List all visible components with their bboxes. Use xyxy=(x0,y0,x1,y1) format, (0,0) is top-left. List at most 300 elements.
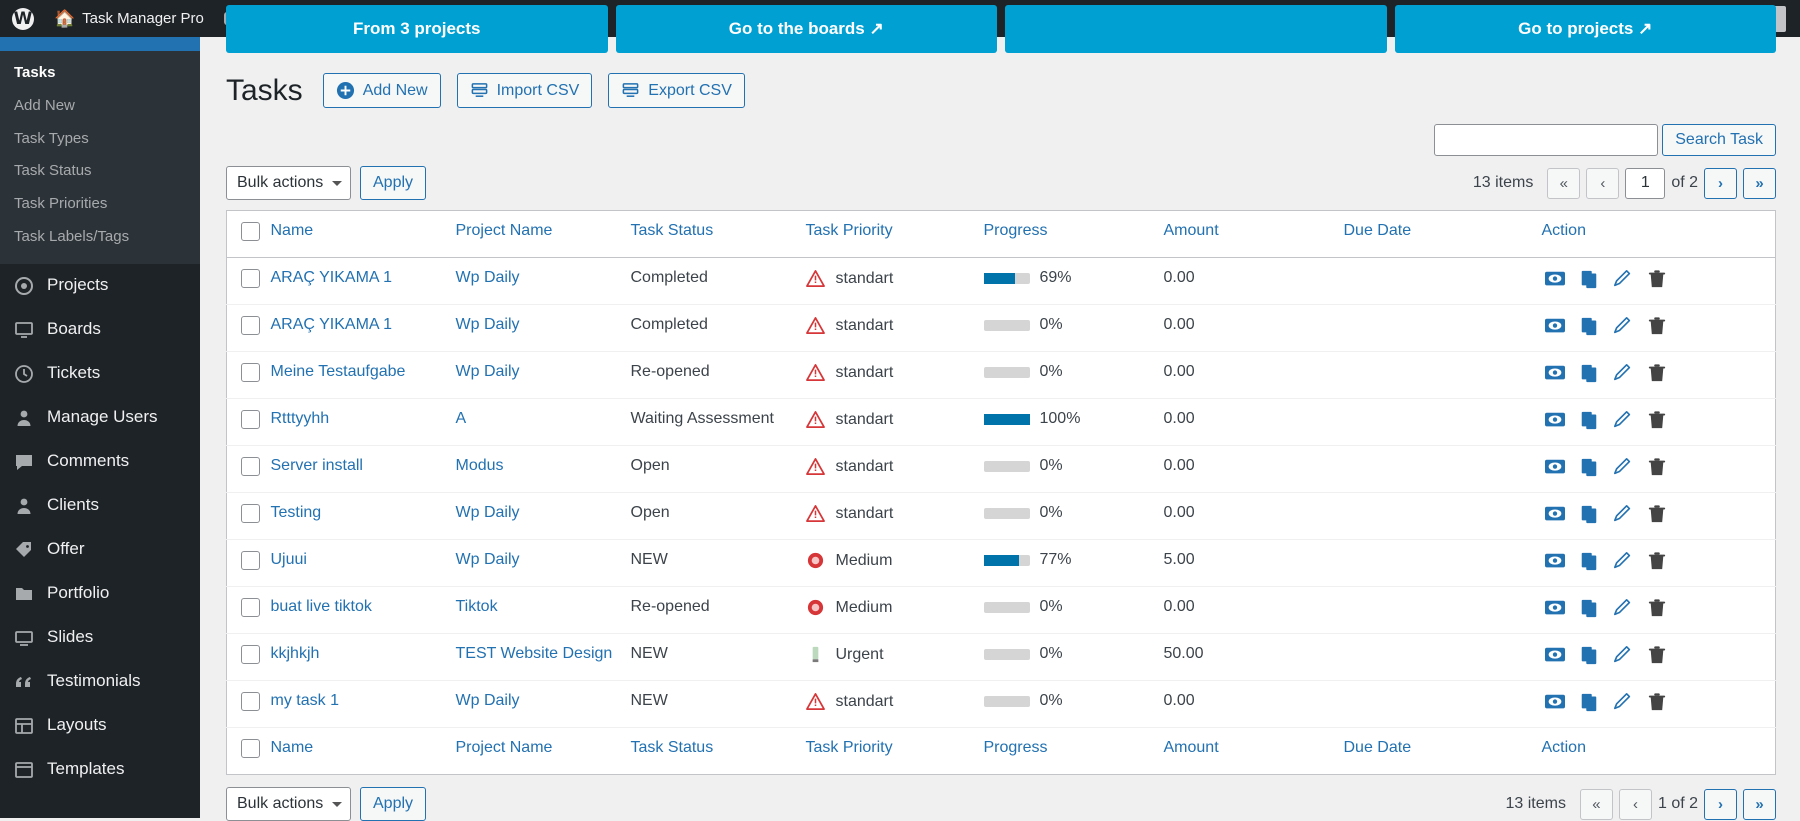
project-name-link[interactable]: A xyxy=(455,410,467,427)
sidebar-item-add-new[interactable] xyxy=(0,90,200,123)
row-checkbox[interactable] xyxy=(241,410,260,429)
view-icon[interactable] xyxy=(1544,363,1566,383)
cell-progress xyxy=(984,399,1164,446)
table-body xyxy=(227,258,1776,728)
sidebar-item-label: Layouts xyxy=(47,715,107,735)
row-checkbox[interactable] xyxy=(241,363,260,382)
copy-icon[interactable] xyxy=(1578,363,1600,383)
cell-amount: 0.00 xyxy=(1164,399,1344,446)
sidebar-item-label: Portfolio xyxy=(47,583,110,603)
priority-label: standart xyxy=(835,363,894,381)
project-name-link[interactable]: Wp Daily xyxy=(455,269,520,286)
cell-action xyxy=(1542,681,1776,728)
sidebar-item-label: Projects xyxy=(47,275,109,295)
cell-progress xyxy=(984,258,1164,305)
progress-bar xyxy=(984,649,1030,660)
export-csv-button[interactable] xyxy=(608,73,745,108)
from-projects-button[interactable] xyxy=(226,5,608,53)
quote-icon xyxy=(13,671,35,693)
cell-name xyxy=(271,587,456,634)
table-row xyxy=(227,634,1776,681)
sidebar-item-label: Testimonials xyxy=(47,671,141,691)
table-row xyxy=(227,493,1776,540)
table-row xyxy=(227,446,1776,493)
row-checkbox[interactable] xyxy=(241,645,260,664)
sidebar-item-manage-users[interactable] xyxy=(0,396,200,440)
row-checkbox[interactable] xyxy=(241,504,260,523)
sidebar-item-label: Add New xyxy=(14,96,75,114)
cell-action xyxy=(1542,540,1776,587)
table-row xyxy=(227,587,1776,634)
cell-name xyxy=(271,681,456,728)
cell-name xyxy=(271,305,456,352)
warning-icon xyxy=(806,316,825,335)
column-task-status-footer[interactable]: Task Status xyxy=(631,728,806,775)
delete-icon[interactable] xyxy=(1646,504,1668,524)
copy-icon[interactable] xyxy=(1578,551,1600,571)
select-all-checkbox-footer[interactable] xyxy=(241,739,260,758)
edit-icon[interactable] xyxy=(1612,363,1634,383)
cell-name xyxy=(271,258,456,305)
external-link-icon: ↗ xyxy=(869,19,884,38)
cell-action xyxy=(1542,587,1776,634)
row-select-cell xyxy=(227,352,271,399)
row-select-cell xyxy=(227,634,271,681)
row-select-cell xyxy=(227,540,271,587)
row-checkbox[interactable] xyxy=(241,316,260,335)
cell-name xyxy=(271,446,456,493)
progress-label: 100% xyxy=(1039,410,1081,427)
cell-task-status: Re-opened xyxy=(631,352,806,399)
cell-due-date xyxy=(1344,305,1542,352)
export-csv-label: Export CSV xyxy=(648,81,732,99)
view-icon[interactable] xyxy=(1544,457,1566,477)
person-icon xyxy=(13,495,35,517)
sidebar-item-tasks[interactable] xyxy=(0,57,200,90)
import-csv-label: Import CSV xyxy=(496,81,580,99)
sidebar-item-portfolio[interactable] xyxy=(0,572,200,616)
cell-task-status: Open xyxy=(631,493,806,540)
top-button-3[interactable] xyxy=(1005,5,1387,53)
cell-task-status: Completed xyxy=(631,258,806,305)
pagination-top xyxy=(1473,168,1776,199)
task-name-link[interactable]: Testing xyxy=(270,504,322,521)
priority-label: Medium xyxy=(835,598,893,616)
page-header xyxy=(226,71,1776,110)
warning-icon xyxy=(806,692,825,711)
progress-label: 77% xyxy=(1039,551,1072,568)
delete-icon[interactable] xyxy=(1646,269,1668,289)
cell-due-date xyxy=(1344,399,1542,446)
project-name-link[interactable]: Wp Daily xyxy=(455,316,520,333)
cell-due-date xyxy=(1344,540,1542,587)
edit-icon[interactable] xyxy=(1612,598,1634,618)
priority-label: standart xyxy=(835,504,894,522)
cell-progress xyxy=(984,446,1164,493)
edit-icon[interactable] xyxy=(1612,551,1634,571)
view-icon[interactable] xyxy=(1544,504,1566,524)
cell-task-status: Re-opened xyxy=(631,587,806,634)
sidebar-item-task-types[interactable] xyxy=(0,123,200,156)
task-name-link[interactable]: my task 1 xyxy=(270,692,339,709)
delete-icon[interactable] xyxy=(1646,551,1668,571)
sidebar-item-label: Comments xyxy=(47,451,130,471)
progress-label: 0% xyxy=(1039,504,1063,521)
go-to-projects-label: Go to projects xyxy=(1518,19,1634,38)
last-page-button-bottom[interactable]: » xyxy=(1743,789,1776,820)
cell-amount: 0.00 xyxy=(1164,352,1344,399)
delete-icon[interactable] xyxy=(1646,598,1668,618)
go-to-projects-button[interactable] xyxy=(1395,5,1777,53)
cell-progress xyxy=(984,352,1164,399)
column-project-name-footer[interactable]: Project Name xyxy=(456,728,631,775)
priority-label: standart xyxy=(835,316,894,334)
cell-project-name xyxy=(456,352,631,399)
cell-task-priority xyxy=(806,352,984,399)
cell-name xyxy=(271,493,456,540)
sidebar-item-comments[interactable] xyxy=(0,440,200,484)
cell-name xyxy=(271,399,456,446)
tablenav-top xyxy=(226,166,1776,200)
external-link-icon: ↗ xyxy=(1638,19,1653,38)
view-icon[interactable] xyxy=(1544,410,1566,430)
view-icon[interactable] xyxy=(1544,269,1566,289)
cell-name xyxy=(271,540,456,587)
progress-bar xyxy=(984,414,1030,425)
tasks-table xyxy=(226,210,1776,775)
apply-button-bottom[interactable]: Apply xyxy=(360,787,426,821)
edit-icon[interactable] xyxy=(1612,269,1634,289)
chevron-down-icon xyxy=(332,181,342,186)
table-row xyxy=(227,352,1776,399)
sidebar-item-slides[interactable] xyxy=(0,616,200,660)
next-page-button-top[interactable]: › xyxy=(1704,168,1737,199)
main-content xyxy=(200,19,1800,818)
task-name-link[interactable]: Rtttyyhh xyxy=(270,410,330,427)
cell-due-date xyxy=(1344,587,1542,634)
view-icon[interactable] xyxy=(1544,598,1566,618)
site-name-menu[interactable] xyxy=(44,0,214,37)
sidebar-item-templates[interactable] xyxy=(0,748,200,792)
cell-amount: 0.00 xyxy=(1164,446,1344,493)
warning-icon xyxy=(806,410,825,429)
warning-icon xyxy=(806,457,825,476)
column-amount-footer[interactable]: Amount xyxy=(1164,728,1344,775)
delete-icon[interactable] xyxy=(1646,316,1668,336)
sidebar-item-boards[interactable] xyxy=(0,308,200,352)
task-name-link[interactable]: Meine Testaufgabe xyxy=(270,363,406,380)
home-icon: 🏠 xyxy=(54,8,76,28)
top-action-buttons xyxy=(226,19,1776,53)
column-progress[interactable]: Progress xyxy=(984,211,1164,258)
column-action: Action xyxy=(1542,211,1776,258)
wordpress-icon: W xyxy=(13,8,33,29)
sidebar-item-clients[interactable] xyxy=(0,484,200,528)
row-checkbox[interactable] xyxy=(241,692,260,711)
items-count-top: 13 items xyxy=(1472,174,1534,191)
column-due-date-footer[interactable]: Due Date xyxy=(1344,728,1542,775)
delete-icon[interactable] xyxy=(1646,692,1668,712)
plus-circle-icon xyxy=(336,81,355,100)
row-select-cell xyxy=(227,258,271,305)
admin-sidebar xyxy=(0,37,200,818)
urgent-icon xyxy=(806,645,825,664)
sidebar-item-task-labels-tags[interactable] xyxy=(0,221,200,254)
cell-project-name xyxy=(456,305,631,352)
go-to-boards-button[interactable] xyxy=(616,5,998,53)
cell-amount: 0.00 xyxy=(1164,258,1344,305)
progress-label: 0% xyxy=(1039,598,1063,615)
cell-amount: 0.00 xyxy=(1164,493,1344,540)
project-name-link[interactable]: Tiktok xyxy=(455,598,498,615)
column-task-status[interactable]: Task Status xyxy=(631,211,806,258)
cell-project-name xyxy=(456,681,631,728)
add-new-label: Add New xyxy=(362,81,428,99)
cell-amount: 50.00 xyxy=(1164,634,1344,681)
priority-label: standart xyxy=(835,457,894,475)
cell-progress xyxy=(984,493,1164,540)
priority-label: standart xyxy=(835,269,894,287)
page-title: Tasks xyxy=(226,74,303,107)
cell-task-priority xyxy=(806,681,984,728)
add-new-button[interactable] xyxy=(323,73,441,108)
copy-icon[interactable] xyxy=(1578,504,1600,524)
sidebar-item-testimonials[interactable] xyxy=(0,660,200,704)
cell-task-status: Open xyxy=(631,446,806,493)
first-page-button-top[interactable]: « xyxy=(1547,168,1580,199)
search-task-button[interactable]: Search Task xyxy=(1662,124,1776,156)
column-task-priority[interactable]: Task Priority xyxy=(806,211,984,258)
table-row xyxy=(227,305,1776,352)
column-name-footer[interactable]: Name xyxy=(271,728,456,775)
sidebar-item-offer[interactable] xyxy=(0,528,200,572)
progress-label: 0% xyxy=(1039,457,1063,474)
select-all-checkbox[interactable] xyxy=(241,222,260,241)
warning-icon xyxy=(806,504,825,523)
go-to-boards-label: Go to the boards xyxy=(728,19,865,38)
table-header-row xyxy=(227,211,1776,258)
board-icon xyxy=(13,319,35,341)
sidebar-item-label: Manage Users xyxy=(47,407,158,427)
table-row xyxy=(227,540,1776,587)
cell-task-priority xyxy=(806,258,984,305)
progress-bar xyxy=(984,320,1030,331)
cell-project-name xyxy=(456,540,631,587)
sidebar-item-projects[interactable] xyxy=(0,264,200,308)
bulk-actions-select-top[interactable] xyxy=(226,166,351,200)
project-name-link[interactable]: Wp Daily xyxy=(455,363,520,380)
progress-label: 0% xyxy=(1039,363,1063,380)
view-icon[interactable] xyxy=(1544,645,1566,665)
cell-action xyxy=(1542,634,1776,681)
sidebar-item-label: Task Priorities xyxy=(14,195,108,212)
column-project-name[interactable]: Project Name xyxy=(456,211,631,258)
column-name[interactable]: Name xyxy=(271,211,456,258)
bulk-actions-select-bottom[interactable] xyxy=(226,787,351,821)
cell-task-status: Completed xyxy=(631,305,806,352)
next-page-button-bottom[interactable]: › xyxy=(1704,789,1737,820)
column-action-footer: Action xyxy=(1542,728,1776,775)
tag-icon xyxy=(13,539,35,561)
row-select-cell xyxy=(227,305,271,352)
row-checkbox[interactable] xyxy=(241,551,260,570)
copy-icon[interactable] xyxy=(1578,692,1600,712)
cell-progress xyxy=(984,587,1164,634)
cell-amount: 5.00 xyxy=(1164,540,1344,587)
cell-amount: 0.00 xyxy=(1164,305,1344,352)
progress-label: 69% xyxy=(1039,269,1072,286)
cell-due-date xyxy=(1344,446,1542,493)
project-name-link[interactable]: Wp Daily xyxy=(455,504,520,521)
column-due-date[interactable]: Due Date xyxy=(1344,211,1542,258)
copy-icon[interactable] xyxy=(1578,457,1600,477)
copy-icon[interactable] xyxy=(1578,316,1600,336)
cell-action xyxy=(1542,305,1776,352)
select-all-header xyxy=(227,211,271,258)
copy-icon[interactable] xyxy=(1578,410,1600,430)
row-select-cell xyxy=(227,681,271,728)
cell-action xyxy=(1542,258,1776,305)
progress-bar xyxy=(984,461,1030,472)
edit-icon[interactable] xyxy=(1612,504,1634,524)
sidebar-item-tickets[interactable] xyxy=(0,352,200,396)
sidebar-item-label: Task Status xyxy=(14,162,92,180)
progress-bar xyxy=(984,602,1030,613)
priority-label: standart xyxy=(835,410,894,428)
cell-due-date xyxy=(1344,634,1542,681)
warning-icon xyxy=(806,269,825,288)
sidebar-item-task-status[interactable] xyxy=(0,155,200,188)
sidebar-item-task-priorities[interactable] xyxy=(0,188,200,221)
cell-project-name xyxy=(456,258,631,305)
copy-icon[interactable] xyxy=(1578,269,1600,289)
column-task-priority-footer[interactable]: Task Priority xyxy=(806,728,984,775)
cell-progress xyxy=(984,305,1164,352)
delete-icon[interactable] xyxy=(1646,363,1668,383)
table-row xyxy=(227,681,1776,728)
bulk-actions-value-bottom: Bulk actions xyxy=(237,795,324,812)
task-name-link[interactable]: ARAÇ YIKAMA 1 xyxy=(270,316,393,333)
delete-icon[interactable] xyxy=(1646,410,1668,430)
column-amount[interactable]: Amount xyxy=(1164,211,1344,258)
project-name-link[interactable]: TEST Website Design xyxy=(455,645,613,662)
column-progress-footer[interactable]: Progress xyxy=(984,728,1164,775)
chevron-down-icon xyxy=(332,802,342,807)
clipboard-icon xyxy=(13,275,35,297)
view-icon[interactable] xyxy=(1544,692,1566,712)
progress-label: 0% xyxy=(1039,692,1063,709)
cell-amount: 0.00 xyxy=(1164,587,1344,634)
prev-page-button-top[interactable]: ‹ xyxy=(1586,168,1619,199)
search-input[interactable] xyxy=(1434,124,1658,156)
row-checkbox[interactable] xyxy=(241,269,260,288)
cell-due-date xyxy=(1344,493,1542,540)
copy-icon[interactable] xyxy=(1578,598,1600,618)
progress-bar xyxy=(984,367,1030,378)
search-area xyxy=(226,124,1776,156)
priority-label: Medium xyxy=(835,551,893,569)
sidebar-item-label: Clients xyxy=(47,495,99,515)
sidebar-item-layouts[interactable] xyxy=(0,704,200,748)
edit-icon[interactable] xyxy=(1612,457,1634,477)
apply-button-top[interactable]: Apply xyxy=(360,166,426,200)
cell-task-priority xyxy=(806,305,984,352)
row-checkbox[interactable] xyxy=(241,598,260,617)
table-footer-row xyxy=(227,728,1776,775)
export-icon xyxy=(621,81,640,100)
task-name-link[interactable]: buat live tiktok xyxy=(270,598,372,615)
task-name-link[interactable]: kkjhkjh xyxy=(270,645,320,662)
cell-project-name xyxy=(456,399,631,446)
templates-icon xyxy=(13,759,35,781)
table-row xyxy=(227,399,1776,446)
view-icon[interactable] xyxy=(1544,316,1566,336)
prev-page-button-bottom[interactable]: ‹ xyxy=(1619,789,1652,820)
cell-progress xyxy=(984,634,1164,681)
priority-label: Urgent xyxy=(835,645,884,663)
select-all-footer xyxy=(227,728,271,775)
cell-task-priority xyxy=(806,634,984,681)
cell-progress xyxy=(984,540,1164,587)
edit-icon[interactable] xyxy=(1612,410,1634,430)
edit-icon[interactable] xyxy=(1612,692,1634,712)
current-page-input-top[interactable]: 1 xyxy=(1625,168,1665,199)
page-total-bottom: 1 of 2 xyxy=(1657,795,1698,812)
cell-action xyxy=(1542,446,1776,493)
progress-bar xyxy=(984,555,1030,566)
user-icon xyxy=(13,407,35,429)
import-csv-button[interactable] xyxy=(457,73,593,108)
cell-project-name xyxy=(456,493,631,540)
cell-task-priority xyxy=(806,540,984,587)
cell-task-priority xyxy=(806,446,984,493)
cell-due-date xyxy=(1344,258,1542,305)
edit-icon[interactable] xyxy=(1612,316,1634,336)
cell-action xyxy=(1542,352,1776,399)
last-page-button-top[interactable]: » xyxy=(1743,168,1776,199)
delete-icon[interactable] xyxy=(1646,457,1668,477)
copy-icon[interactable] xyxy=(1578,645,1600,665)
sidebar-item-label: Tasks xyxy=(14,64,56,81)
cell-action xyxy=(1542,399,1776,446)
sidebar-item-label: Slides xyxy=(47,627,94,647)
task-name-link[interactable]: Ujuui xyxy=(270,551,307,568)
slides-icon xyxy=(13,627,35,649)
progress-label: 0% xyxy=(1039,645,1063,662)
project-name-link[interactable]: Wp Daily xyxy=(455,692,520,709)
cell-project-name xyxy=(456,634,631,681)
first-page-button-bottom[interactable]: « xyxy=(1580,789,1613,820)
row-select-cell xyxy=(227,446,271,493)
row-checkbox[interactable] xyxy=(241,457,260,476)
task-name-link[interactable]: Server install xyxy=(270,457,363,474)
table-row xyxy=(227,258,1776,305)
project-name-link[interactable]: Modus xyxy=(455,457,504,474)
task-name-link[interactable]: ARAÇ YIKAMA 1 xyxy=(270,269,393,286)
delete-icon[interactable] xyxy=(1646,645,1668,665)
view-icon[interactable] xyxy=(1544,551,1566,571)
sidebar-active-parent[interactable] xyxy=(0,37,200,51)
cell-due-date xyxy=(1344,352,1542,399)
edit-icon[interactable] xyxy=(1612,645,1634,665)
comment-icon xyxy=(13,451,35,473)
tablenav-bottom xyxy=(226,787,1776,821)
wordpress-logo-menu[interactable] xyxy=(2,0,44,37)
progress-bar xyxy=(984,696,1030,707)
project-name-link[interactable]: Wp Daily xyxy=(455,551,520,568)
sidebar-item-label: Offer xyxy=(47,539,85,559)
medium-icon xyxy=(806,598,825,617)
